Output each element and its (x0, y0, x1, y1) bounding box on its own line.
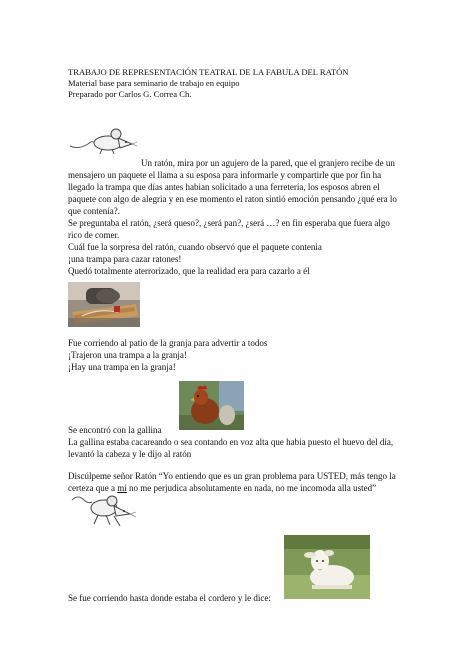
story-line: Fue corriendo al patio de la granja para advertir a todos (68, 338, 268, 348)
story-line: Se encontró con la gallina (68, 425, 162, 435)
story-line: paquete con algo de alegria y en ese momento el raton sintió emoción pensando ¿qué era lo (68, 194, 397, 204)
story-line: ¡una trampa para cazar ratones! (68, 254, 182, 264)
story-line: rico de comer. (68, 230, 120, 240)
story-line: Discúlpeme señor Ratón “Yo entiendo que es un gran problema para USTED, más tengo la (68, 471, 396, 481)
story-text: no me perjudica absolutamente en nada, no me incomoda alla usted” (126, 483, 377, 493)
story-line: que contenía?. (68, 206, 120, 216)
mouse-illustration-2 (70, 492, 138, 530)
underlined-word: mi (117, 483, 127, 493)
story-line: levantó la cabeza y le dijo al ratón (68, 449, 192, 459)
document-subtitle: Material base para seminario de trabajo en equipo (68, 78, 240, 88)
story-line: Cuál fue la sorpresa del ratón, cuando observó que el paquete contenia (68, 242, 322, 252)
story-line: Se fue corriendo hasta donde estaba el cordero y le dice: (68, 593, 271, 603)
story-line: llegado la trampa que días antes habian solicitado a una ferretería, los esposos abren el (68, 182, 380, 192)
document-author: Preparado por Carlos G. Correa Ch. (68, 89, 192, 99)
story-line: Un ratón, mira por un agujero de la pared, que el granjero recibe de un (141, 158, 395, 168)
story-line: Se preguntaba el ratón, ¿será queso?, ¿será pan?, ¿será …? en fin esperaba que fuera algo (68, 218, 390, 228)
mousetrap-photo (68, 282, 140, 327)
document-title: TRABAJO DE REPRESENTACIÓN TEATRAL DE LA FABULA DEL RATÓN (68, 67, 349, 77)
story-line: mensajero un paquete el llama a su esposa para informarle y compartirle que por fin ha (68, 170, 382, 180)
mouse-illustration-1 (68, 126, 138, 156)
story-text: certeza que a (68, 483, 118, 493)
story-line: ¡Trajeron una trampa a la granja! (68, 350, 187, 360)
story-line: Quedó totalmente aterrorizado, que la realidad era para cazarlo a él (68, 266, 310, 276)
story-line: La gallina estaba cacareando o sea contando en voz alta que habia puesto el huevo del día, (68, 437, 394, 447)
story-line: ¡Hay una trampa en la granja! (68, 362, 176, 372)
lamb-photo (284, 535, 370, 599)
hen-photo (179, 381, 244, 430)
